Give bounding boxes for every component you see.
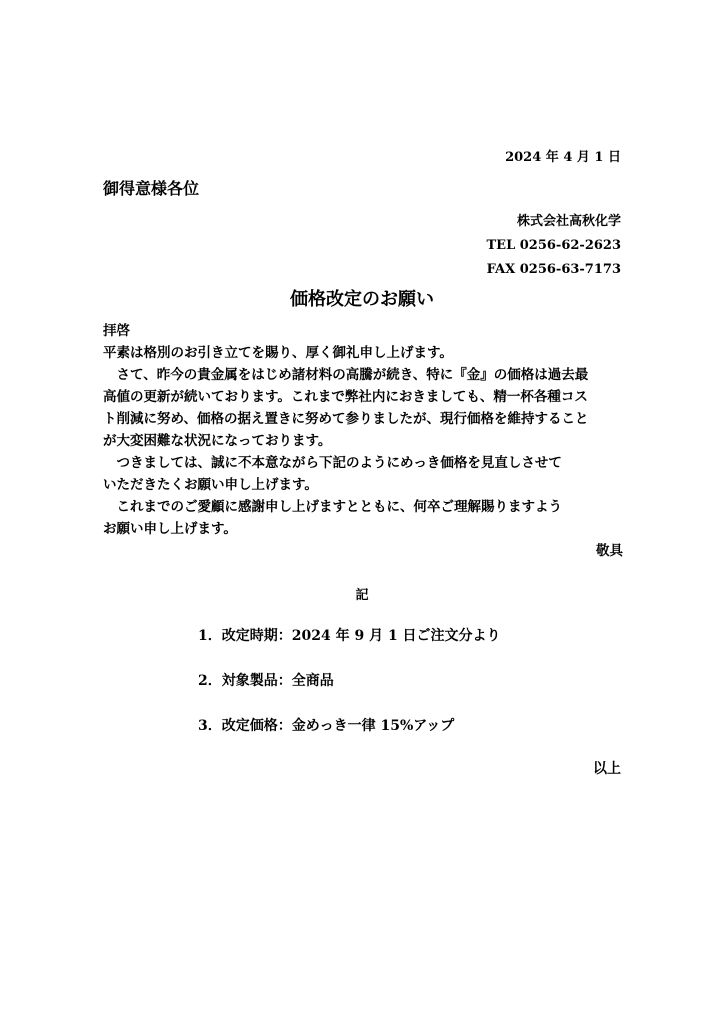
notice-heading: 記: [355, 588, 369, 603]
body-line: 高値の更新が続いております。これまで弊社内におきましても、精一杯各種コス: [103, 389, 588, 405]
closing-salutation: 敬具: [596, 543, 623, 559]
company-name: 株式会社高秋化学: [516, 214, 621, 229]
body-line: が大変困難な状況になっております。: [103, 433, 332, 449]
letter-date: 2024 年 4 月 1 日: [505, 150, 621, 165]
body-line: さて、昨今の貴金属をはじめ諸材料の高騰が続き、特に『金』の価格は過去最: [103, 367, 589, 383]
letter-body: [103, 320, 623, 562]
recipient-line: 御得意様各位: [103, 179, 200, 198]
body-line: お願い申し上げます。: [103, 521, 237, 537]
notice-end-mark: 以上: [593, 761, 621, 777]
notice-items: [198, 625, 501, 760]
opening-salutation: 拝啓: [103, 323, 130, 339]
notice-item-revised-price: 3．改定価格：金めっき一律 15%アップ: [198, 718, 455, 734]
letter-title: 価格改定のお願い: [290, 289, 434, 310]
body-line: 平素は格別のお引き立てを賜り、厚く御礼申し上げます。: [103, 345, 453, 361]
body-line: ト削減に努め、価格の据え置きに努めて参りましたが、現行価格を維持すること: [103, 411, 589, 427]
tel-number: TEL 0256-62-2623: [486, 238, 621, 253]
notice-item-target-products: 2．対象製品：全商品: [198, 673, 334, 689]
body-line: つきましては、誠に不本意ながら下記のようにめっき価格を見直しさせて: [103, 455, 562, 471]
body-line: これまでのご愛顧に感謝申し上げますとともに、何卒ご理解賜りますよう: [103, 499, 562, 515]
body-line: いただきたくお願い申し上げます。: [103, 477, 318, 493]
notice-item-revision-date: 1．改定時期：2024 年 9 月 1 日ご注文分より: [198, 628, 501, 644]
sender-block: [487, 210, 622, 282]
fax-number: FAX 0256-63-7173: [486, 262, 621, 277]
